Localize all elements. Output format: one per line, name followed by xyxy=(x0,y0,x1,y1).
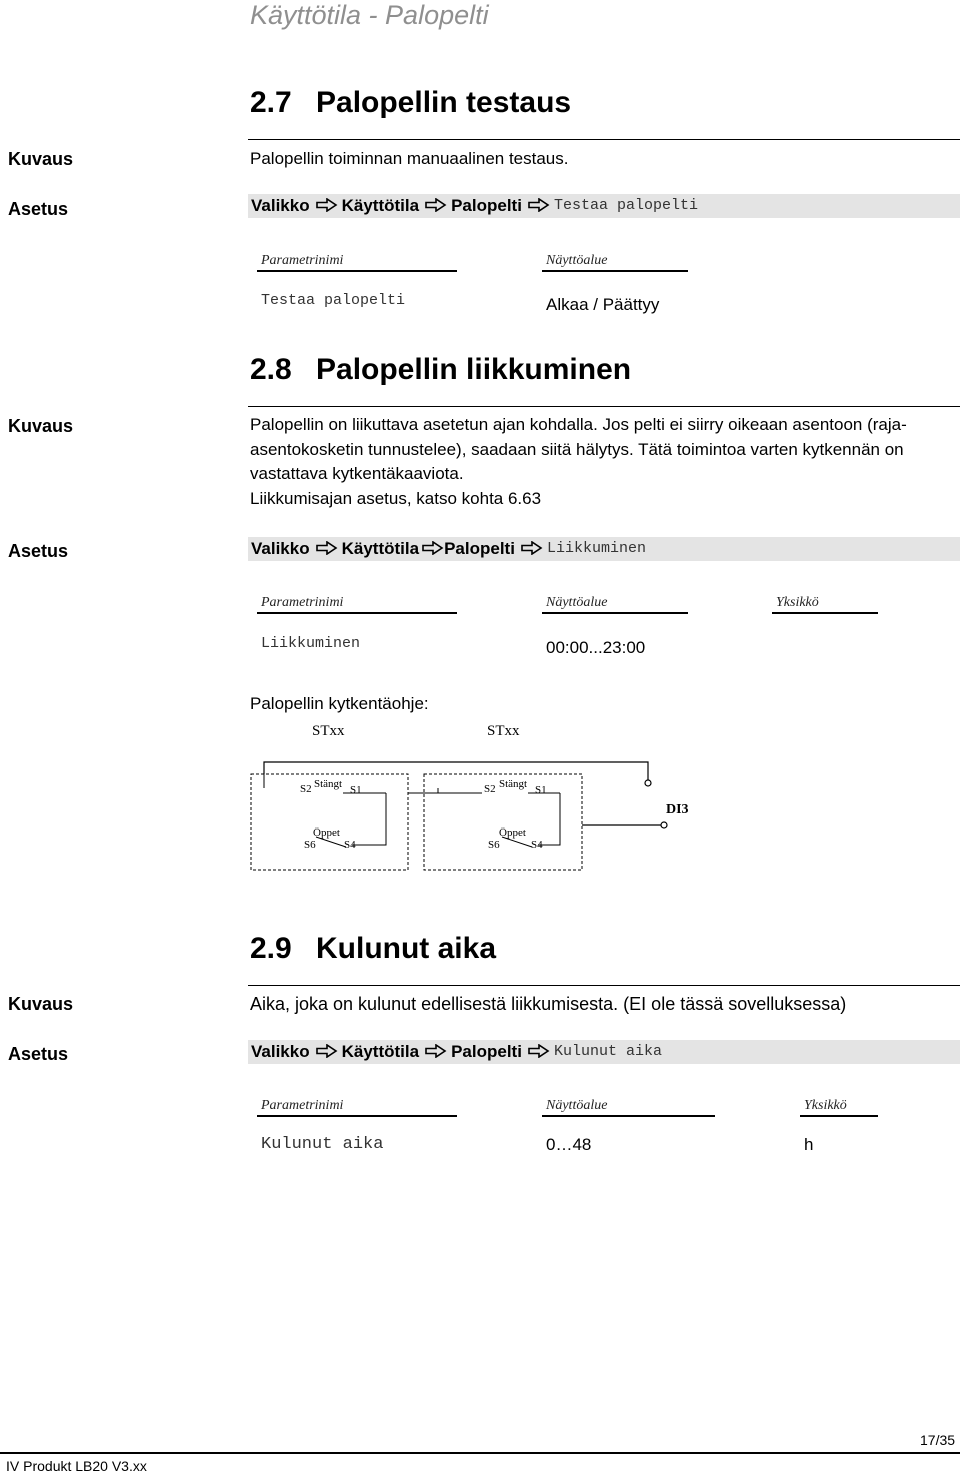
menu-item: Palopelti xyxy=(451,1042,522,1061)
param-unit: h xyxy=(804,1135,814,1154)
terminal-label-s4: S4 xyxy=(344,839,356,851)
column-underline xyxy=(800,1115,878,1117)
description-line: asentokosketin tunnustelee), saadaan siitä hälytys. Tätä toimintoa varten kytkennän on xyxy=(250,439,904,459)
state-label-open: Öppet xyxy=(313,827,340,839)
menu-item-parameter: Testaa palopelti xyxy=(553,197,698,214)
menu-item: Valikko xyxy=(251,196,310,215)
label-asetus: Asetus xyxy=(8,199,69,219)
terminal xyxy=(645,780,651,786)
menu-item-parameter: Liikkuminen xyxy=(546,540,646,557)
page-header-title: Käyttötila - Palopelti xyxy=(250,0,489,30)
menu-item: Käyttötila xyxy=(341,539,420,558)
column-underline xyxy=(542,1115,715,1117)
menu-path xyxy=(248,537,960,561)
input-label-di3: DI3 xyxy=(666,802,689,817)
terminal-label-s2: S2 xyxy=(484,783,496,795)
wire xyxy=(538,793,560,845)
arrow-right-icon xyxy=(316,541,338,555)
unit-label: STxx xyxy=(312,723,345,739)
wire xyxy=(408,788,438,793)
menu-path xyxy=(248,194,960,218)
param-name: Kulunut aika xyxy=(261,1135,384,1154)
section-number: 2.7 xyxy=(250,86,292,119)
menu-item: Palopelti xyxy=(444,539,515,558)
column-header-nayttoalue: Näyttöalue xyxy=(546,253,608,268)
column-header-parametrinimi: Parametrinimi xyxy=(261,253,344,268)
footer-product: IV Produkt LB20 V3.xx xyxy=(6,1458,147,1474)
menu-item: Käyttötila xyxy=(341,196,420,215)
description: Aika, joka on kulunut edellisestä liikkumisesta. (EI ole tässä sovelluksessa) xyxy=(250,994,847,1014)
column-underline xyxy=(257,612,457,614)
description: Palopellin toiminnan manuaalinen testaus. xyxy=(250,149,569,168)
param-range: 00:00...23:00 xyxy=(546,638,646,657)
footer-divider xyxy=(0,1452,960,1454)
label-kuvaus: Kuvaus xyxy=(8,149,74,169)
label-kuvaus: Kuvaus xyxy=(8,416,74,436)
terminal-label-s6: S6 xyxy=(304,839,316,851)
column-header-nayttoalue: Näyttöalue xyxy=(546,595,608,610)
arrow-right-icon xyxy=(422,541,444,555)
column-underline xyxy=(257,270,457,272)
label-asetus: Asetus xyxy=(8,541,69,561)
section-number: 2.8 xyxy=(250,353,292,386)
arrow-right-icon xyxy=(521,541,543,555)
menu-item-parameter: Kulunut aika xyxy=(553,1043,662,1060)
terminal-label-s1: S1 xyxy=(535,784,547,796)
arrow-right-icon xyxy=(316,1044,338,1058)
state-label-closed: Stängt xyxy=(499,778,528,790)
section-title: Palopellin liikkuminen xyxy=(316,353,632,386)
label-asetus: Asetus xyxy=(8,1044,69,1064)
param-name: Liikkuminen xyxy=(261,635,361,652)
state-label-closed: Stängt xyxy=(314,778,343,790)
terminal-label-s4: S4 xyxy=(531,839,543,851)
column-header-yksikko: Yksikkö xyxy=(804,1098,847,1113)
column-underline xyxy=(542,270,688,272)
arrow-right-icon xyxy=(316,198,338,212)
menu-item: Valikko xyxy=(251,539,310,558)
column-underline xyxy=(542,612,688,614)
terminal-label-s1: S1 xyxy=(350,784,362,796)
menu-path xyxy=(248,1040,960,1064)
param-range: 0…48 xyxy=(546,1135,592,1154)
column-header-parametrinimi: Parametrinimi xyxy=(261,1098,344,1113)
divider xyxy=(248,985,960,986)
terminal-label-s2: S2 xyxy=(300,783,312,795)
label-kuvaus: Kuvaus xyxy=(8,994,74,1014)
divider xyxy=(248,139,960,140)
arrow-right-icon xyxy=(425,198,447,212)
section-heading-2-8 xyxy=(250,353,631,387)
menu-item: Palopelti xyxy=(451,196,522,215)
column-header-parametrinimi: Parametrinimi xyxy=(261,595,344,610)
column-underline xyxy=(257,1115,457,1117)
unit-label: STxx xyxy=(487,723,520,739)
menu-item: Käyttötila xyxy=(341,1042,420,1061)
section-heading-2-7 xyxy=(250,86,571,120)
arrow-right-icon xyxy=(425,1044,447,1058)
column-header-nayttoalue: Näyttöalue xyxy=(546,1098,608,1113)
arrow-right-icon xyxy=(528,1044,550,1058)
diagram-title: Palopellin kytkentäohje: xyxy=(250,694,429,713)
column-underline xyxy=(772,612,878,614)
wiring-diagram xyxy=(240,715,700,880)
section-heading-2-9 xyxy=(250,932,496,966)
terminal-label-s6: S6 xyxy=(488,839,500,851)
menu-item: Valikko xyxy=(251,1042,310,1061)
column-header-yksikko: Yksikkö xyxy=(776,595,819,610)
divider xyxy=(248,406,960,407)
description-line: Palopellin on liikuttava asetetun ajan kohdalla. Jos pelti ei siirry oikeaan asentoon (raja- xyxy=(250,415,907,434)
state-label-open: Öppet xyxy=(499,827,526,839)
param-name: Testaa palopelti xyxy=(261,292,406,309)
section-title: Kulunut aika xyxy=(316,932,497,965)
wire xyxy=(352,793,386,845)
arrow-right-icon xyxy=(528,198,550,212)
section-number: 2.9 xyxy=(250,932,292,965)
description-line: vastattava kytkentäkaaviota. xyxy=(250,464,464,483)
section-title: Palopellin testaus xyxy=(316,86,572,119)
page-number: 17/35 xyxy=(920,1432,956,1448)
description xyxy=(250,413,956,511)
description-line: Liikkumisajan asetus, katso kohta 6.63 xyxy=(250,488,542,508)
param-range: Alkaa / Päättyy xyxy=(546,295,660,314)
terminal xyxy=(661,822,667,828)
